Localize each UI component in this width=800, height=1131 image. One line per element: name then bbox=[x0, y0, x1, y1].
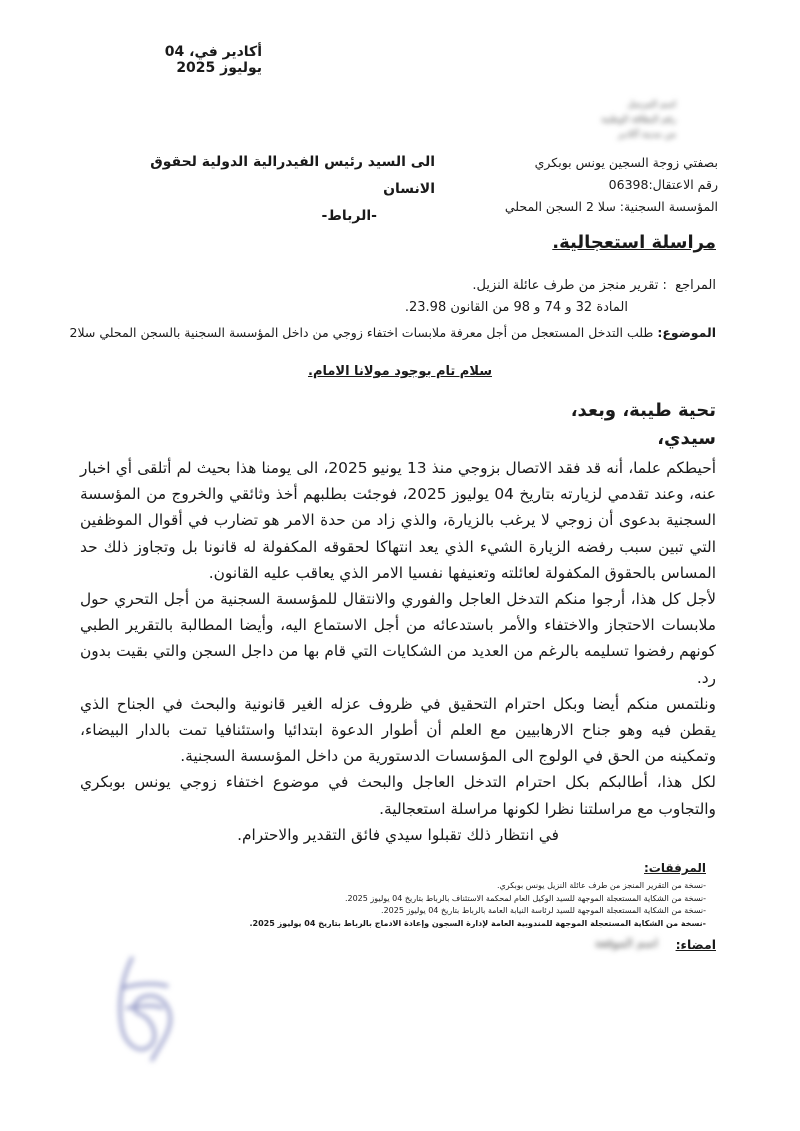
recipient-line: الى السيد رئيس الفيدرالية الدولية لحقوق الانسان bbox=[150, 154, 435, 197]
references-block bbox=[96, 275, 716, 319]
attachments-title: المرفقات: bbox=[644, 861, 706, 875]
greeting-block bbox=[571, 397, 716, 453]
reference-item: : تقرير منجز من طرف عائلة النزيل. bbox=[472, 278, 667, 293]
attachment-item: -نسخة من الشكاية المستعجلة الموجهة للسيد لرئاسة النيابة العامة بالرباط بتاريخ 04 يوليوز 2025. bbox=[381, 906, 706, 915]
signature-name-redacted: اسم الموقعة bbox=[594, 936, 658, 950]
recipient-city: -الرباط- bbox=[321, 208, 377, 224]
sender-redacted-line: اسم المرسل bbox=[627, 100, 676, 110]
salutation: سلام تام بوجود مولانا الامام. bbox=[308, 364, 492, 379]
sender-line: رقم الاعتقال:06398 bbox=[608, 177, 718, 192]
letter-date: أكادير في، 04 يوليوز 2025 bbox=[164, 44, 262, 76]
body-paragraph: لكل هذا، أطالبكم بكل احترام التدخل العاجل والبحث في موضوع اختفاء زوجي يونس بوبكري والتجاوب مع مراسلتنا نظرا لكونها مراسلة استعجالية. bbox=[80, 773, 716, 818]
body-paragraph: أحيطكم علما، أنه قد فقد الاتصال بزوجي منذ 13 يونيو 2025، الى يومنا هذا بحيث لم أتلقى أي اخبار عنه، وعند تقدمي لزيارته بتاريخ 04 يوليوز 2025، فوجئت بطلبهم أخذ وثائقي والخروج من المؤسسة السجنية بدعوى أن زوجي لا يرغب بالزيارة، والذي زاد من حدة الامر هو تضارب في أقوال الموظفين التي تبين سبب رفضه الزيارة الشيء الذي يعد انتهاكا لحقوقه المكفولة له قانونا بل وتجاوز ذلك حد المساس بالحقوق المكفولة لعائلته وتعنيفها نفسيا الامر الذي يعاقب عليه القانون. bbox=[80, 459, 716, 582]
handwritten-signature bbox=[92, 948, 222, 1068]
attachments-block bbox=[186, 858, 706, 930]
attachment-item: -نسخة من الشكاية المستعجلة الموجهة للسيد الوكيل العام لمحكمة الاستئناف بالرباط بتاريخ 04 يوليوز 2025. bbox=[344, 893, 706, 903]
sender-block bbox=[418, 152, 718, 218]
subject-label: الموضوع: bbox=[657, 325, 716, 340]
reference-item: المادة 32 و 74 و 98 من القانون 23.98. bbox=[404, 300, 628, 315]
subject-line bbox=[56, 323, 716, 343]
letter-body bbox=[80, 455, 716, 848]
body-paragraph: ونلتمس منكم أيضا وبكل احترام التحقيق في ظروف عزله الغير قانونية والبحث في الجناح الذي يقطن فيه وهو جناح الارهابيين مع العلم أن أطوار الدعوة ابتدائيا واستئنافيا تمت بالدار البيضاء، وتمكينه من الحق في الولوج الى المؤسسات الدستورية من داخل المؤسسة السجنية. bbox=[80, 694, 716, 766]
sender-line: بصفتي زوجة السجين يونس بوبكري bbox=[534, 155, 718, 170]
sender-redacted-line: رقم البطاقة الوطنية bbox=[601, 115, 676, 125]
signature-label: امضاء: bbox=[675, 937, 716, 952]
attachment-item: -نسخة من الشكاية المستعجلة الموجهة للمندوبية العامة لإدارة السجون وإعادة الادماج بالرباط بتاريخ 04 يوليوز 2025. bbox=[249, 918, 706, 928]
body-paragraph: لأجل كل هذا، أرجوا منكم التدخل العاجل والفوري والانتقال للمؤسسة السجنية من أجل التحري حول ملابسات الاحتجاز والاختفاء والأمر باستدعائه من أجل الاستماع اليه، وأيضا المطالبة بالتقرير الطبي كونهم رفضوا تسليمه بالرغم من العديد من الشكايات التي قام بها من داجل السجن والتي بقيت بدون رد. bbox=[80, 590, 716, 687]
recipient-block bbox=[125, 149, 435, 230]
subject-text: طلب التدخل المستعجل من أجل معرفة ملابسات اختفاء زوجي من داخل المؤسسة السجنية بالسجن المحلي سلا2 bbox=[69, 325, 654, 340]
sender-redacted-line: من مدينة أكادير bbox=[618, 130, 676, 140]
closing-paragraph: في انتظار ذلك تقبلوا سيدي فائق التقدير والاحترام. bbox=[237, 825, 559, 844]
sender-redacted-block bbox=[566, 98, 676, 143]
letter-heading: مراسلة استعجالية. bbox=[552, 232, 716, 253]
attachment-item: -نسخة من التقرير المنجز من طرف عائلة النزيل يونس بوبكري. bbox=[496, 881, 706, 890]
references-label: المراجع bbox=[675, 278, 716, 293]
greeting-line: سيدي، bbox=[657, 428, 716, 449]
greeting-line: تحية طيبة، وبعد، bbox=[570, 400, 716, 421]
sender-line: المؤسسة السجنية: سلا 2 السجن المحلي bbox=[504, 199, 718, 214]
